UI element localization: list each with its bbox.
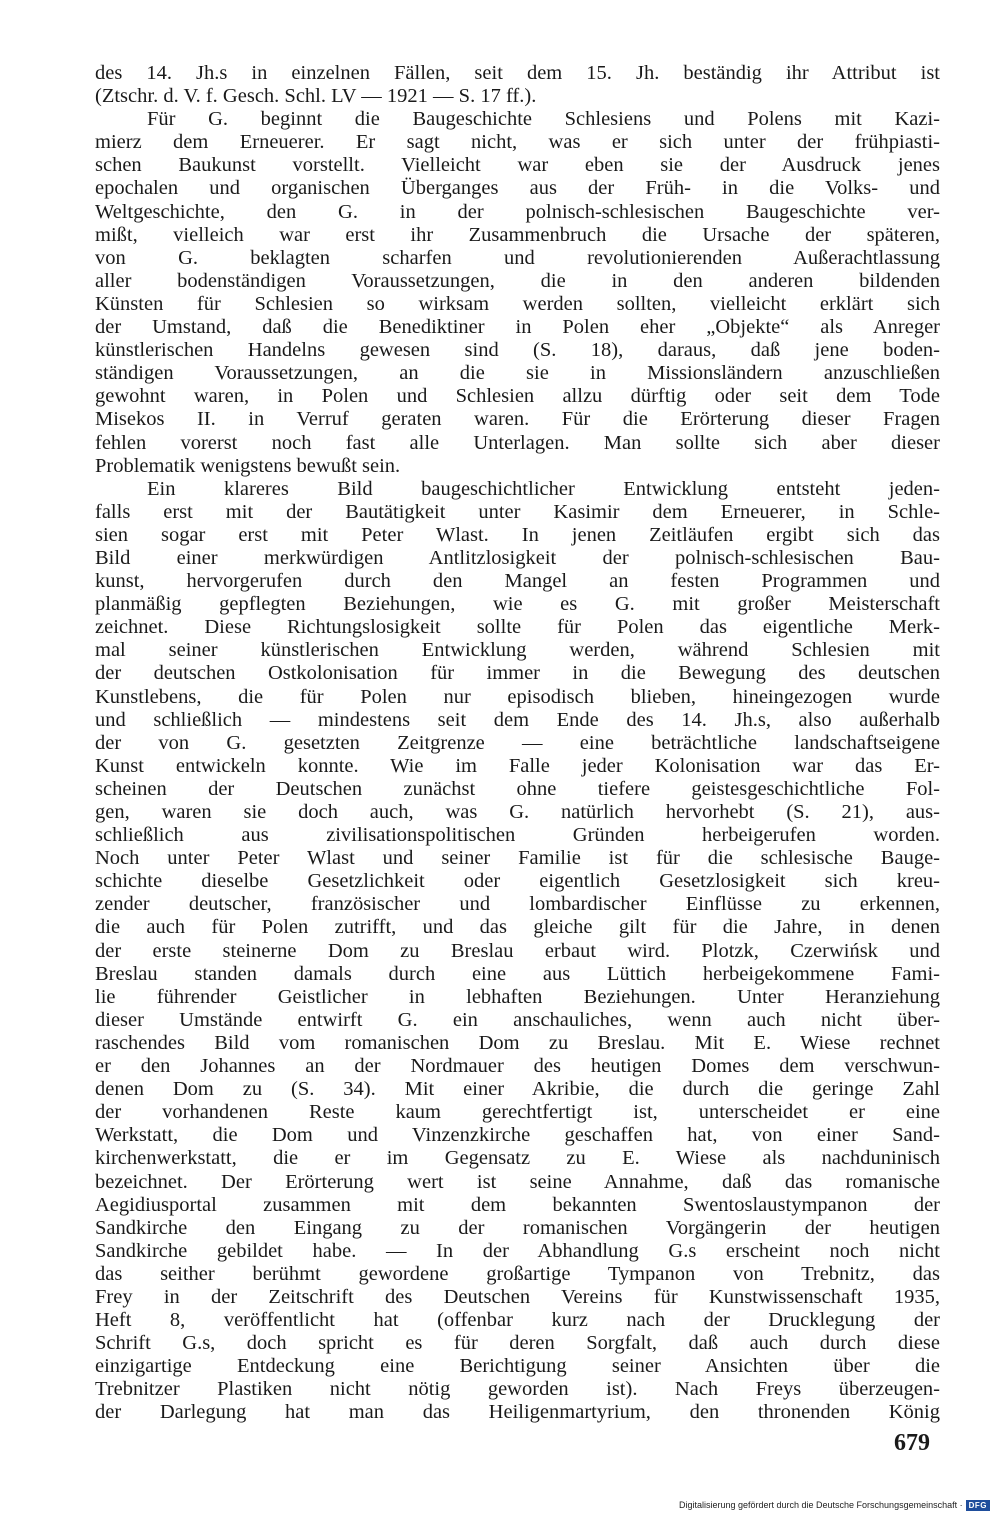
text-line: Noch unter Peter Wlast und seiner Familie ist für die schlesische Bauge- [95,847,940,870]
text-line: aller bodenständigen Voraussetzungen, die in den anderen bildenden [95,269,940,292]
text-line: Für G. beginnt die Baugeschichte Schlesiens und Polens mit Kazi- [147,108,940,131]
text-line: mal seiner künstlerischen Entwicklung werden, während Schlesien mit [95,639,940,662]
text-line: mißt, vielleich war erst ihr Zusammenbruch die Ursache der späteren, [95,223,940,246]
dfg-logo-icon: DFG [966,1500,990,1511]
text-line: der vorhandenen Reste kaum gerechtfertigt ist, unterscheidet er eine [95,1101,940,1124]
text-line: Frey in der Zeitschrift des Deutschen Vereins für Kunstwissenschaft 1935, [95,1285,940,1308]
text-line: Schrift G.s, doch spricht es für deren Sorgfalt, daß auch durch diese [95,1332,940,1355]
text-line: zeichnet. Diese Richtungslosigkeit sollte für Polen das eigentliche Merk- [95,616,940,639]
text-line: die auch für Polen zutrifft, und das gleiche gilt für die Jahre, in denen [95,916,940,939]
text-line: der Darlegung hat man das Heiligenmartyrium, den thronenden König [95,1401,940,1424]
text-line: und schließlich — mindestens seit dem Ende des 14. Jh.s, also außerhalb [95,708,940,731]
text-line: lie führender Geistlicher in lebhaften Beziehungen. Unter Heranziehung [95,985,940,1008]
text-line: der von G. gesetzten Zeitgrenze — eine beträchtliche landschaftseigene [95,731,940,754]
text-line: künstlerischen Handelns gewesen sind (S. 18), daraus, daß jene boden- [95,339,940,362]
text-line: scheinen der Deutschen zunächst ohne tiefere geistesgeschichtliche Fol- [95,777,940,800]
text-line: gen, waren sie doch auch, was G. natürlich hervorhebt (S. 21), aus- [95,801,940,823]
text-line: gewohnt waren, in Polen und Schlesien allzu dürftig oder seit dem Tode [95,385,940,408]
text-line: von G. beklagten scharfen und revolutionierenden Außerachtlassung [95,246,940,269]
text-line: Bild einer merkwürdigen Antlitzlosigkeit der polnisch-schlesischen Bau- [95,546,940,569]
digitization-footer [679,1499,990,1511]
text-line: Breslau standen damals durch eine aus Lüttich herbeigekommene Fami- [95,962,940,985]
text-line: Trebnitzer Plastiken nicht nötig geworden ist). Nach Freys überzeugen- [95,1378,940,1401]
text-line: bezeichnet. Der Erörterung wert ist seine Annahme, daß das romanische [95,1170,940,1193]
footer-credit: Digitalisierung gefördert durch die Deutsche Forschungsgemeinschaft · [678,1500,963,1510]
text-line: dieser Umstände entwirft G. ein anschauliches, wenn auch nicht über- [95,1008,940,1031]
text-line: denen Dom zu (S. 34). Mit einer Akribie, die durch die geringe Zahl [95,1078,940,1101]
text-line: Ein klareres Bild baugeschichtlicher Entwicklung entsteht jeden- [147,477,940,500]
text-line: Problematik wenigstens bewußt sein. [95,454,401,477]
text-line: zender deutscher, französischer und lombardischer Einflüsse zu erkennen, [95,893,940,916]
text-line: planmäßig gepflegten Beziehungen, wie es G. mit großer Meisterschaft [95,593,940,616]
text-line: sien sogar erst mit Peter Wlast. In jenen Zeitläufen ergibt sich das [95,523,940,546]
text-line: mierz dem Erneuerer. Er sagt nicht, was er sich unter der frühpiasti- [95,131,940,154]
text-line: schichte dieselbe Gesetzlichkeit oder eigentlich Gesetzlosigkeit sich kreu- [95,870,940,893]
text-line: Heft 8, veröffentlicht hat (offenbar kurz nach der Drucklegung der [95,1309,940,1332]
text-line: Weltgeschichte, den G. in der polnisch-schlesischen Baugeschichte ver- [95,200,940,223]
text-line: Sandkirche den Eingang zu der romanischen Vorgängerin der heutigen [95,1216,940,1239]
text-line: der deutschen Ostkolonisation für immer in die Bewegung des deutschen [95,662,940,685]
text-line: Werkstatt, die Dom und Vinzenzkirche geschaffen hat, von einer Sand- [95,1124,940,1147]
text-line: Kunstlebens, die für Polen nur episodisch blieben, hineingezogen wurde [95,685,940,708]
page-number: 679 [894,1430,930,1456]
text-line: ständigen Voraussetzungen, an die sie in Missionsländern anzuschließen [95,362,940,385]
text-line: Aegidiusportal zusammen mit dem bekannten Swentoslaustympanon der [95,1193,940,1216]
text-line: des 14. Jh.s in einzelnen Fällen, seit dem 15. Jh. beständig ihr Attribut ist [95,62,940,84]
text-line: Sandkirche gebildet habe. — In der Abhandlung G.s erscheint noch nicht [95,1239,940,1262]
text-line: Misekos II. in Verruf geraten waren. Für die Erörterung dieser Fragen [95,408,940,431]
text-line: schen Baukunst vorstellt. Vielleicht war eben sie der Ausdruck jenes [95,154,940,177]
text-line: falls erst mit der Bautätigkeit unter Kasimir dem Erneuerer, in Schle- [95,500,940,523]
text-line: der erste steinerne Dom zu Breslau erbaut wird. Plotzk, Czerwińsk und [95,939,940,962]
text-line: (Ztschr. d. V. f. Gesch. Schl. LV — 1921 — S. 17 ff.). [95,85,537,108]
text-line: das seither berühmt gewordene großartige Tympanon von Trebnitz, das [95,1262,940,1285]
text-line: kirchenwerkstatt, die er im Gegensatz zu E. Wiese als nachduninisch [95,1147,940,1170]
text-line: der Umstand, daß die Benediktiner in Polen eher „Objekte“ als Anreger [95,316,940,339]
text-line: raschendes Bild vom romanischen Dom zu Breslau. Mit E. Wiese rechnet [95,1031,940,1054]
text-line: kunst, hervorgerufen durch den Mangel an festen Programmen und [95,570,940,593]
text-line: schließlich aus zivilisationspolitischen Gründen herbeigerufen worden. [95,824,940,847]
text-line: einzigartige Entdeckung eine Berichtigung seiner Ansichten über die [95,1355,940,1378]
text-line: epochalen und organischen Überganges aus der Früh- in die Volks- und [95,177,940,200]
text-line: Kunst entwickeln konnte. Wie im Falle jeder Kolonisation war das Er- [95,754,940,777]
text-line: Künsten für Schlesien so wirksam werden sollten, vielleicht erklärt sich [95,292,940,315]
text-line: fehlen vorerst noch fast alle Unterlagen. Man sollte sich aber dieser [95,431,940,454]
text-line: er den Johannes an der Nordmauer des heutigen Domes dem verschwun- [95,1055,940,1078]
body-text [95,62,940,1425]
